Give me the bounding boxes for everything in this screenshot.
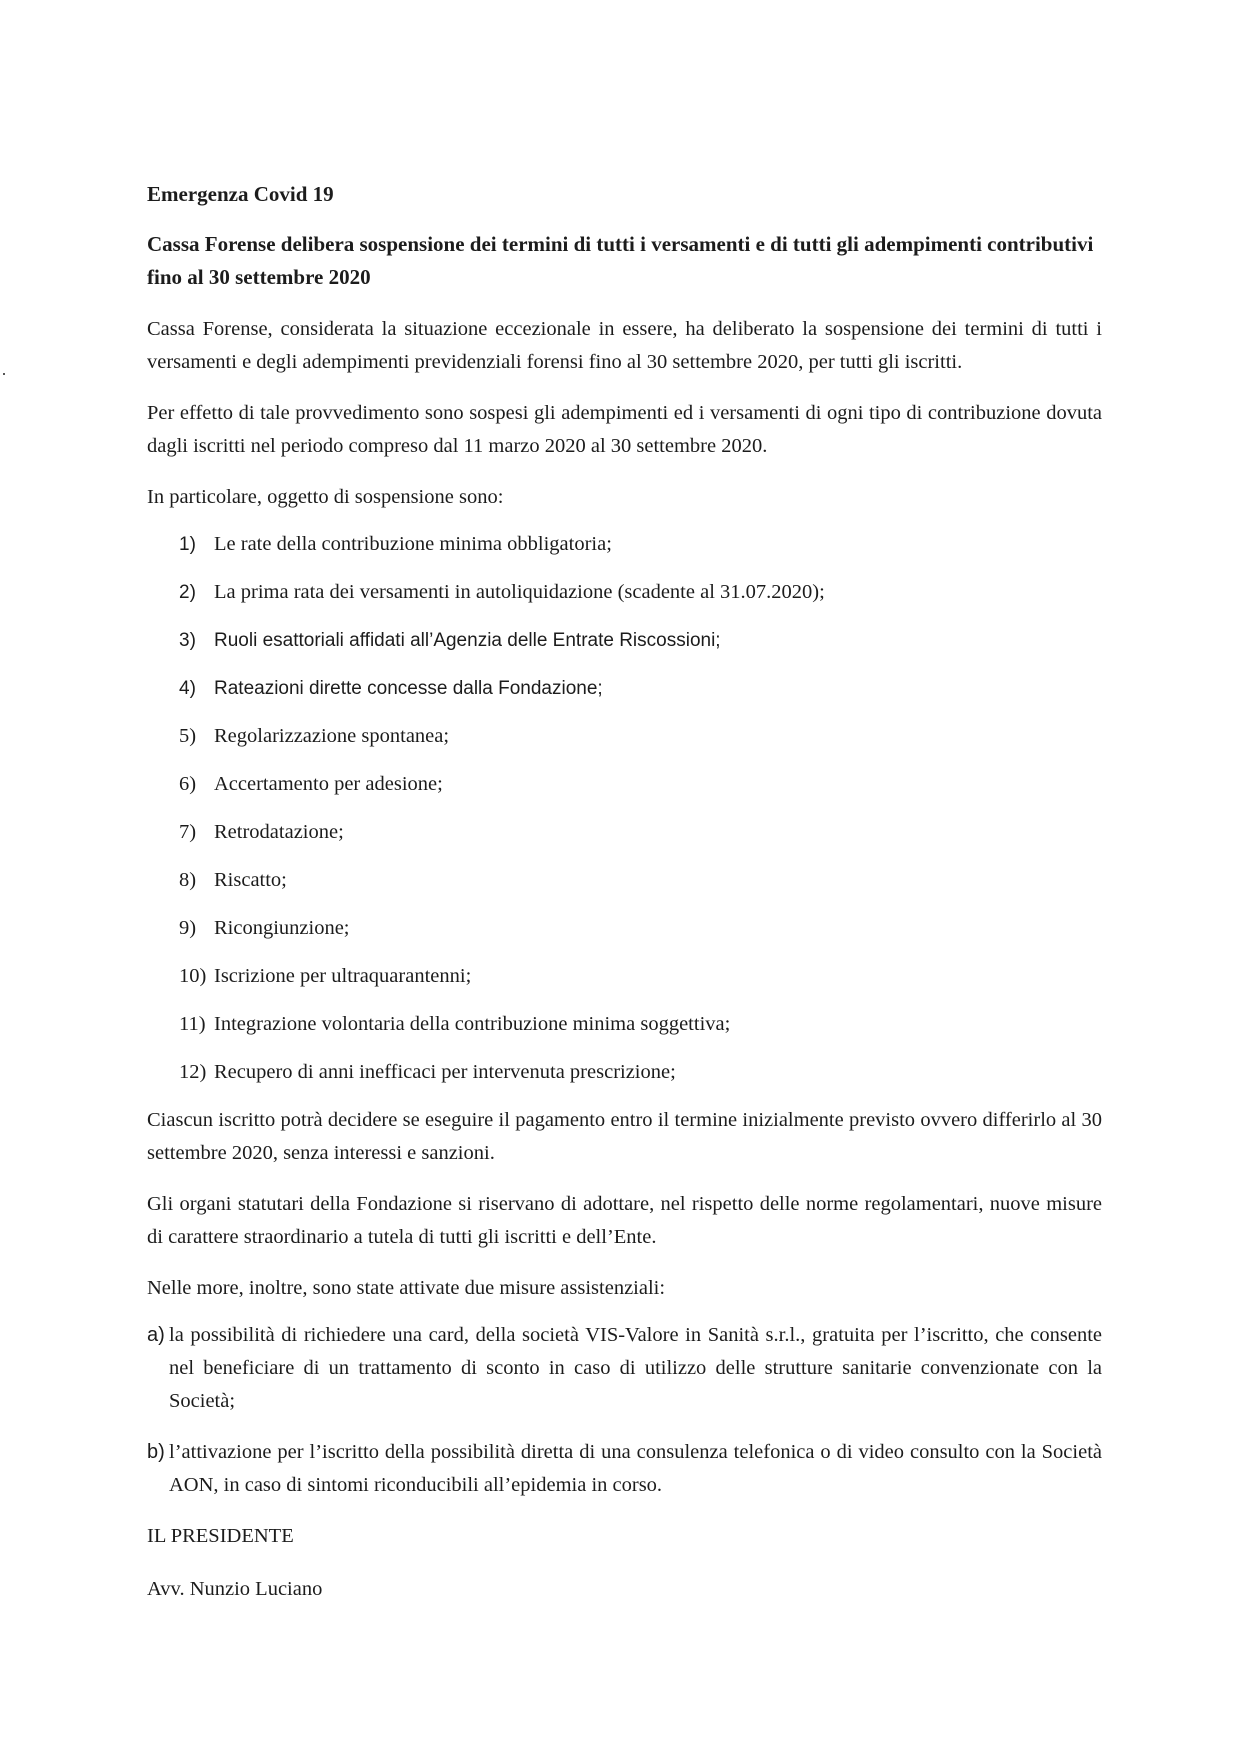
list-intro-paragraph: In particolare, oggetto di sospensione sono: — [147, 486, 504, 508]
list-item: 12) Recupero di anni inefficaci per intervenuta prescrizione; — [179, 1061, 676, 1083]
list-item: 10) Iscrizione per ultraquarantenni; — [179, 965, 472, 987]
list-item: 11) Integrazione volontaria della contribuzione minima soggettiva; — [179, 1013, 731, 1035]
effect-paragraph: Per effetto di tale provvedimento sono sospesi gli adempimenti ed i versamenti di ogni tipo di contribuzione dovuta dagli iscritti nel periodo compreso dal 11 marzo 2020 al 30 settembre 2020. — [147, 402, 1102, 457]
list-item: a) la possibilità di richiedere una card, della società VIS-Valore in Sanità s.r.l., gratuita per l’iscritto, che consente nel beneficiare di un trattamento di sconto in caso di utilizzo delle strutture sanitarie convenzionate con la Società; — [147, 1324, 1102, 1412]
list-item: 8) Riscatto; — [179, 869, 287, 891]
document-title: Emergenza Covid 19 — [147, 182, 334, 206]
scan-mark — [3, 373, 5, 375]
document-subtitle: Cassa Forense delibera sospensione dei termini di tutti i versamenti e di tutti gli adempimenti contributivi fino al 30 settembre 2020 — [147, 232, 1094, 289]
assistance-measures-list — [147, 1319, 1102, 1502]
list-item: 4) Rateazioni dirette concesse dalla Fondazione; — [179, 678, 603, 699]
document-body — [147, 178, 1102, 1626]
signature-name: Avv. Nunzio Luciano — [147, 1578, 323, 1600]
intro-paragraph: Cassa Forense, considerata la situazione eccezionale in essere, ha deliberato la sospensione dei termini di tutti i versamenti e degli adempimenti previdenziali forensi fino al 30 settembre 2020, per tutti gli iscritti. — [147, 318, 1102, 373]
list-item: 6) Accertamento per adesione; — [179, 773, 443, 795]
payment-option-paragraph: Ciascun iscritto potrà decidere se eseguire il pagamento entro il termine inizialmente previsto ovvero differirlo al 30 settembre 2020, senza interessi e sanzioni. — [147, 1109, 1102, 1164]
future-measures-paragraph: Gli organi statutari della Fondazione si riservano di adottare, nel rispetto delle norme regolamentari, nuove misure di carattere straordinario a tutela di tutti gli iscritti e dell’Ente. — [147, 1193, 1102, 1248]
assistance-intro-paragraph: Nelle more, inoltre, sono state attivate due misure assistenziali: — [147, 1277, 666, 1299]
signature-title: IL PRESIDENTE — [147, 1525, 294, 1547]
list-item: 9) Ricongiunzione; — [179, 917, 350, 939]
list-item: 1) Le rate della contribuzione minima obbligatoria; — [179, 533, 612, 555]
list-item: b) l’attivazione per l’iscritto della possibilità diretta di una consulenza telefonica o di video consulto con la Società AON, in caso di sintomi riconducibili all’epidemia in corso. — [147, 1441, 1102, 1496]
list-item: 7) Retrodatazione; — [179, 821, 344, 843]
suspended-items-list — [147, 528, 1102, 1089]
list-item: 3) Ruoli esattoriali affidati all’Agenzia delle Entrate Riscossioni; — [179, 630, 721, 651]
list-item: 2) La prima rata dei versamenti in autoliquidazione (scadente al 31.07.2020); — [179, 581, 825, 603]
list-item: 5) Regolarizzazione spontanea; — [179, 725, 450, 747]
